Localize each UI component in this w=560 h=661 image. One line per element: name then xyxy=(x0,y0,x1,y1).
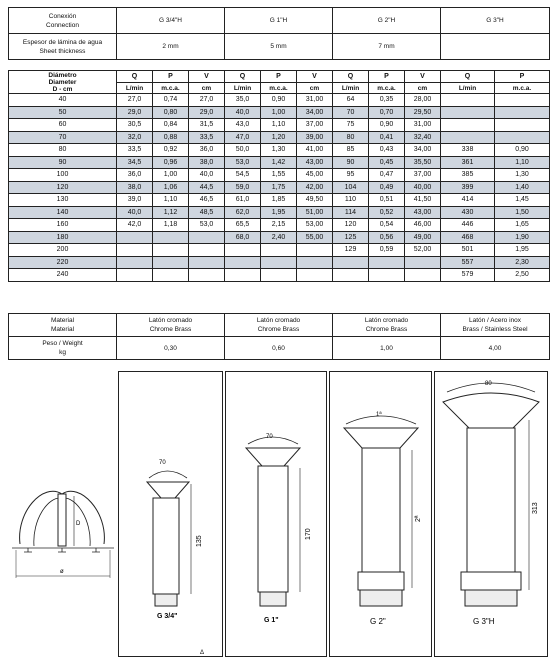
value-cell: 0,74 xyxy=(153,94,189,107)
unit-p-1: m.c.a. xyxy=(153,83,189,94)
value-cell: 0,88 xyxy=(153,131,189,144)
value-cell: 38,0 xyxy=(117,181,153,194)
nozzle-drawing-2 xyxy=(226,372,326,656)
value-cell xyxy=(495,131,550,144)
unit-p-2: m.c.a. xyxy=(261,83,297,94)
value-cell: 61,0 xyxy=(225,194,261,207)
value-cell: 70 xyxy=(333,106,369,119)
weight-1: 0,30 xyxy=(117,337,225,360)
body-3 xyxy=(362,448,400,572)
base-mark-left xyxy=(24,548,32,552)
value-cell xyxy=(369,256,405,269)
value-cell xyxy=(495,94,550,107)
value-cell: 0,43 xyxy=(369,144,405,157)
value-cell: 34,5 xyxy=(117,156,153,169)
base-mark-mid xyxy=(58,548,66,552)
table-row xyxy=(9,206,550,219)
value-cell: 51,00 xyxy=(297,206,333,219)
value-cell: 557 xyxy=(441,256,495,269)
col-v-2: V xyxy=(297,71,333,83)
table-row xyxy=(9,269,550,282)
value-cell: 40,0 xyxy=(117,206,153,219)
value-cell: 39,0 xyxy=(117,194,153,207)
unit-p-4: m.c.a. xyxy=(495,83,550,94)
value-cell: 34,00 xyxy=(405,144,441,157)
value-cell: 579 xyxy=(441,269,495,282)
value-cell: 40,00 xyxy=(405,181,441,194)
base-mark-right xyxy=(92,548,100,552)
col-p-3: P xyxy=(369,71,405,83)
height-label-3: 2ª xyxy=(415,515,422,522)
nozzle-drawing-panel-4 xyxy=(434,371,548,657)
value-cell: 0,80 xyxy=(153,106,189,119)
value-cell xyxy=(225,244,261,257)
value-cell: 468 xyxy=(441,231,495,244)
value-cell: 0,49 xyxy=(369,181,405,194)
value-cell: 414 xyxy=(441,194,495,207)
value-cell: 36,0 xyxy=(189,144,225,157)
value-cell: 40,0 xyxy=(189,169,225,182)
nozzle-drawing-3 xyxy=(330,372,431,656)
value-cell: 1,30 xyxy=(495,169,550,182)
value-cell: 27,0 xyxy=(189,94,225,107)
nozzle-drawing-panel-2 xyxy=(225,371,327,657)
cap-1 xyxy=(147,482,189,498)
height-dim-label: D xyxy=(76,521,81,527)
thread-label-4: G 3"H xyxy=(473,617,495,626)
value-cell: 52,00 xyxy=(405,244,441,257)
value-cell: 1,90 xyxy=(495,231,550,244)
value-cell xyxy=(441,119,495,132)
table-row xyxy=(9,231,550,244)
diameter-cell: 200 xyxy=(9,244,117,257)
value-cell: 1,18 xyxy=(153,219,189,232)
width-dim-label: ø xyxy=(60,569,64,575)
cap-2 xyxy=(246,448,300,466)
value-cell: 120 xyxy=(333,219,369,232)
value-cell: 43,00 xyxy=(405,206,441,219)
table-row xyxy=(9,219,550,232)
table-row xyxy=(9,194,550,207)
value-cell: 59,0 xyxy=(225,181,261,194)
thread-1 xyxy=(155,594,177,606)
cap-width-3: 1ª xyxy=(376,412,382,418)
table-row xyxy=(9,169,550,182)
diameter-cell: 70 xyxy=(9,131,117,144)
value-cell xyxy=(333,256,369,269)
value-cell xyxy=(153,231,189,244)
value-cell: 1,40 xyxy=(495,181,550,194)
value-cell xyxy=(225,256,261,269)
value-cell: 62,0 xyxy=(225,206,261,219)
value-cell: 31,5 xyxy=(189,119,225,132)
value-cell: 2,50 xyxy=(495,269,550,282)
value-cell: 0,96 xyxy=(153,156,189,169)
value-cell: 38,0 xyxy=(189,156,225,169)
diameter-cell: 50 xyxy=(9,106,117,119)
flow-table xyxy=(8,70,550,282)
value-cell: 1,42 xyxy=(261,156,297,169)
col-q-3: Q xyxy=(333,71,369,83)
footer-mark: Δ xyxy=(200,650,205,656)
value-cell: 49,50 xyxy=(297,194,333,207)
value-cell: 2,30 xyxy=(495,256,550,269)
thread-label-2: G 1" xyxy=(264,617,279,624)
col-q-4: Q xyxy=(441,71,495,83)
col-v-3: V xyxy=(405,71,441,83)
connection-table xyxy=(8,7,550,60)
diameter-cell: 120 xyxy=(9,181,117,194)
value-cell: 1,12 xyxy=(153,206,189,219)
value-cell: 0,70 xyxy=(369,106,405,119)
value-cell: 1,00 xyxy=(261,106,297,119)
value-cell: 53,00 xyxy=(297,219,333,232)
value-cell: 28,00 xyxy=(405,94,441,107)
value-cell: 1,95 xyxy=(261,206,297,219)
value-cell xyxy=(189,269,225,282)
value-cell xyxy=(117,244,153,257)
thickness-1: 2 mm xyxy=(117,34,225,60)
value-cell: 29,0 xyxy=(189,106,225,119)
value-cell: 85 xyxy=(333,144,369,157)
height-label-2: 170 xyxy=(305,528,312,540)
nut-4 xyxy=(461,572,521,590)
value-cell: 1,50 xyxy=(495,206,550,219)
value-cell: 43,0 xyxy=(225,119,261,132)
value-cell: 65,5 xyxy=(225,219,261,232)
value-cell: 32,0 xyxy=(117,131,153,144)
col-q-1: Q xyxy=(117,71,153,83)
value-cell: 50,0 xyxy=(225,144,261,157)
value-cell: 80 xyxy=(333,131,369,144)
table-row xyxy=(9,94,550,107)
value-cell: 0,90 xyxy=(495,144,550,157)
unit-q-2: L/min xyxy=(225,83,261,94)
cap-4 xyxy=(443,393,539,428)
value-cell: 75 xyxy=(333,119,369,132)
value-cell: 1,45 xyxy=(495,194,550,207)
value-cell: 45,00 xyxy=(297,169,333,182)
value-cell: 90 xyxy=(333,156,369,169)
value-cell: 44,5 xyxy=(189,181,225,194)
value-cell: 1,06 xyxy=(153,181,189,194)
value-cell: 53,0 xyxy=(189,219,225,232)
table-row xyxy=(9,181,550,194)
value-cell: 430 xyxy=(441,206,495,219)
value-cell xyxy=(189,244,225,257)
thread-3 xyxy=(360,590,402,606)
thickness-2: 5 mm xyxy=(225,34,333,60)
unit-q-4: L/min xyxy=(441,83,495,94)
value-cell: 49,00 xyxy=(405,231,441,244)
value-cell xyxy=(369,269,405,282)
fountain-overview-drawing xyxy=(8,472,120,592)
value-cell: 1,85 xyxy=(261,194,297,207)
thickness-3: 7 mm xyxy=(333,34,441,60)
table-row xyxy=(9,106,550,119)
value-cell: 37,00 xyxy=(405,169,441,182)
value-cell: 29,50 xyxy=(405,106,441,119)
thread-4 xyxy=(465,590,517,606)
value-cell: 31,00 xyxy=(297,94,333,107)
value-cell: 42,00 xyxy=(297,181,333,194)
value-cell: 30,5 xyxy=(117,119,153,132)
unit-q-1: L/min xyxy=(117,83,153,94)
value-cell: 1,65 xyxy=(495,219,550,232)
value-cell: 0,56 xyxy=(369,231,405,244)
value-cell xyxy=(297,256,333,269)
value-cell: 1,30 xyxy=(261,144,297,157)
value-cell xyxy=(189,231,225,244)
nozzle-drawing-4 xyxy=(435,372,547,656)
thickness-label: Espesor de lámina de agua Sheet thickness xyxy=(9,34,117,60)
value-cell: 0,90 xyxy=(369,119,405,132)
diameter-cell: 100 xyxy=(9,169,117,182)
value-cell: 35,0 xyxy=(225,94,261,107)
value-cell: 0,52 xyxy=(369,206,405,219)
value-cell: 338 xyxy=(441,144,495,157)
value-cell: 41,00 xyxy=(297,144,333,157)
material-4: Latón / Acero inox Brass / Stainless Steel xyxy=(441,314,550,337)
nut-3 xyxy=(358,572,404,590)
value-cell xyxy=(261,269,297,282)
value-cell: 0,45 xyxy=(369,156,405,169)
cap-width-4: 80 xyxy=(485,381,492,387)
value-cell: 399 xyxy=(441,181,495,194)
col-v-1: V xyxy=(189,71,225,83)
weight-2: 0,60 xyxy=(225,337,333,360)
connection-label: Conexión Connection xyxy=(9,8,117,34)
value-cell: 40,0 xyxy=(225,106,261,119)
value-cell: 47,0 xyxy=(225,131,261,144)
value-cell: 46,00 xyxy=(405,219,441,232)
nozzle-drawing-panel-1 xyxy=(118,371,223,657)
value-cell: 2,15 xyxy=(261,219,297,232)
value-cell xyxy=(261,244,297,257)
value-cell xyxy=(261,256,297,269)
weight-4: 4,00 xyxy=(441,337,550,360)
value-cell xyxy=(495,119,550,132)
value-cell: 0,51 xyxy=(369,194,405,207)
value-cell: 1,10 xyxy=(153,194,189,207)
value-cell xyxy=(117,256,153,269)
value-cell: 48,5 xyxy=(189,206,225,219)
value-cell: 43,00 xyxy=(297,156,333,169)
thread-label-1: G 3/4" xyxy=(157,613,178,620)
value-cell: 1,10 xyxy=(495,156,550,169)
value-cell xyxy=(297,244,333,257)
model-4: G 3"H xyxy=(441,8,550,34)
value-cell: 0,84 xyxy=(153,119,189,132)
material-1: Latón cromado Chrome Brass xyxy=(117,314,225,337)
value-cell: 446 xyxy=(441,219,495,232)
diameter-label: Diámetro Diameter D - cm xyxy=(9,71,117,94)
diameter-cell: 40 xyxy=(9,94,117,107)
material-table xyxy=(8,313,550,360)
value-cell: 1,00 xyxy=(153,169,189,182)
value-cell xyxy=(153,269,189,282)
cap-arc-1 xyxy=(149,471,187,478)
thickness-4 xyxy=(441,34,550,60)
model-2: G 1"H xyxy=(225,8,333,34)
body-1 xyxy=(153,498,179,594)
value-cell: 36,0 xyxy=(117,169,153,182)
value-cell: 35,50 xyxy=(405,156,441,169)
value-cell: 0,90 xyxy=(261,94,297,107)
table-row xyxy=(9,156,550,169)
unit-v-2: cm xyxy=(297,83,333,94)
table-row xyxy=(9,131,550,144)
height-label-1: 135 xyxy=(196,535,203,547)
value-cell xyxy=(225,269,261,282)
value-cell: 1,95 xyxy=(495,244,550,257)
col-p-4: P xyxy=(495,71,550,83)
diameter-cell: 130 xyxy=(9,194,117,207)
col-p-2: P xyxy=(261,71,297,83)
value-cell xyxy=(441,106,495,119)
diameter-cell: 90 xyxy=(9,156,117,169)
material-2: Latón cromado Chrome Brass xyxy=(225,314,333,337)
value-cell: 114 xyxy=(333,206,369,219)
value-cell: 0,35 xyxy=(369,94,405,107)
thread-label-3: G 2" xyxy=(370,617,386,626)
value-cell: 385 xyxy=(441,169,495,182)
diameter-cell: 240 xyxy=(9,269,117,282)
value-cell: 39,00 xyxy=(297,131,333,144)
value-cell xyxy=(405,269,441,282)
value-cell: 37,00 xyxy=(297,119,333,132)
value-cell: 0,54 xyxy=(369,219,405,232)
water-arc-right xyxy=(62,491,104,544)
nozzle-drawing-1 xyxy=(119,372,222,656)
value-cell: 68,0 xyxy=(225,231,261,244)
cap-width-1: 70 xyxy=(159,460,166,466)
col-q-2: Q xyxy=(225,71,261,83)
diameter-cell: 140 xyxy=(9,206,117,219)
value-cell: 34,00 xyxy=(297,106,333,119)
value-cell xyxy=(441,94,495,107)
value-cell: 33,5 xyxy=(189,131,225,144)
value-cell: 1,75 xyxy=(261,181,297,194)
unit-p-3: m.c.a. xyxy=(369,83,405,94)
value-cell: 0,92 xyxy=(153,144,189,157)
value-cell: 501 xyxy=(441,244,495,257)
value-cell xyxy=(297,269,333,282)
diameter-cell: 180 xyxy=(9,231,117,244)
material-label: Material Material xyxy=(9,314,117,337)
value-cell: 41,50 xyxy=(405,194,441,207)
nozzle-drawing-panel-3 xyxy=(329,371,432,657)
cap-3 xyxy=(344,428,418,448)
table-row xyxy=(9,256,550,269)
diameter-cell: 220 xyxy=(9,256,117,269)
value-cell: 64 xyxy=(333,94,369,107)
unit-v-1: cm xyxy=(189,83,225,94)
diameter-cell: 80 xyxy=(9,144,117,157)
value-cell: 54,5 xyxy=(225,169,261,182)
diameter-cell: 60 xyxy=(9,119,117,132)
value-cell xyxy=(153,244,189,257)
unit-v-3: cm xyxy=(405,83,441,94)
model-1: G 3/4"H xyxy=(117,8,225,34)
value-cell: 1,20 xyxy=(261,131,297,144)
value-cell xyxy=(333,269,369,282)
material-3: Latón cromado Chrome Brass xyxy=(333,314,441,337)
thread-2 xyxy=(260,592,286,606)
value-cell: 53,0 xyxy=(225,156,261,169)
value-cell: 129 xyxy=(333,244,369,257)
height-label-4: 313 xyxy=(532,502,539,514)
value-cell: 27,0 xyxy=(117,94,153,107)
weight-label: Peso / Weight kg xyxy=(9,337,117,360)
body-4 xyxy=(467,428,515,572)
value-cell xyxy=(153,256,189,269)
value-cell xyxy=(405,256,441,269)
body-2 xyxy=(258,466,288,592)
value-cell xyxy=(117,231,153,244)
value-cell: 31,00 xyxy=(405,119,441,132)
value-cell xyxy=(189,256,225,269)
value-cell: 33,5 xyxy=(117,144,153,157)
value-cell: 104 xyxy=(333,181,369,194)
value-cell: 361 xyxy=(441,156,495,169)
value-cell: 1,55 xyxy=(261,169,297,182)
table-row xyxy=(9,119,550,132)
table-row xyxy=(9,144,550,157)
value-cell: 0,41 xyxy=(369,131,405,144)
table-row xyxy=(9,244,550,257)
value-cell: 42,0 xyxy=(117,219,153,232)
value-cell: 2,40 xyxy=(261,231,297,244)
value-cell: 29,0 xyxy=(117,106,153,119)
value-cell: 125 xyxy=(333,231,369,244)
cap-width-2: 70 xyxy=(266,434,273,440)
value-cell: 1,10 xyxy=(261,119,297,132)
value-cell: 0,47 xyxy=(369,169,405,182)
nozzle-stem xyxy=(58,494,66,546)
value-cell: 110 xyxy=(333,194,369,207)
weight-3: 1,00 xyxy=(333,337,441,360)
diameter-cell: 160 xyxy=(9,219,117,232)
cap-arc-2 xyxy=(248,437,298,444)
water-arc-left xyxy=(20,491,62,544)
value-cell: 95 xyxy=(333,169,369,182)
value-cell xyxy=(495,106,550,119)
flow-header-row xyxy=(9,71,550,83)
value-cell xyxy=(117,269,153,282)
value-cell xyxy=(441,131,495,144)
value-cell: 32,40 xyxy=(405,131,441,144)
value-cell: 46,5 xyxy=(189,194,225,207)
model-3: G 2"H xyxy=(333,8,441,34)
col-p-1: P xyxy=(153,71,189,83)
value-cell: 55,00 xyxy=(297,231,333,244)
unit-q-3: L/min xyxy=(333,83,369,94)
value-cell: 0,59 xyxy=(369,244,405,257)
